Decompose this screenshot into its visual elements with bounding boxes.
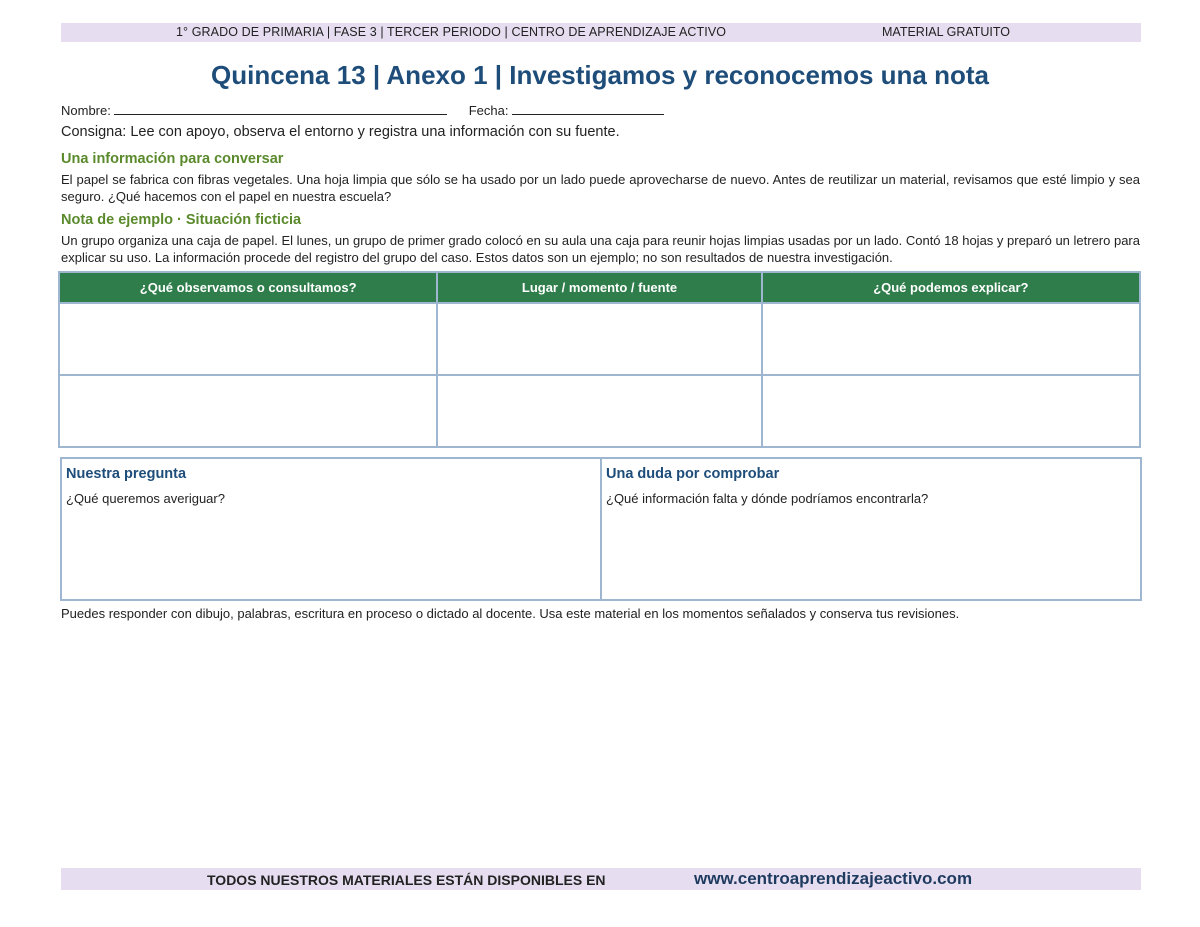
section-example-text: Un grupo organiza una caja de papel. El lunes, un grupo de primer grado colocó en su aula una caja para reunir hojas limpias usadas por un lado. Contó 18 hojas y preparó un letrero para explicar su uso. La información procede del registro del grupo del caso. Estos datos son un ejemplo; no son resultados de nuestra investigación.	[61, 233, 1140, 265]
doubt-prompt: ¿Qué información falta y dónde podríamos encontrarla?	[606, 491, 929, 506]
response-note: Puedes responder con dibujo, palabras, escritura en proceso o dictado al docente. Usa este material en los momentos señalados y conserva tus revisiones.	[61, 606, 960, 621]
table-row	[59, 375, 1140, 447]
date-field[interactable]	[512, 101, 664, 115]
page-title: Quincena 13 | Anexo 1 | Investigamos y reconocemos una nota	[211, 60, 989, 90]
our-question-box[interactable]	[62, 459, 600, 599]
footer-url-link[interactable]: www.centroaprendizajeactivo.com	[694, 869, 973, 888]
our-question-prompt: ¿Qué queremos averiguar?	[66, 491, 225, 506]
section-example-title: Nota de ejemplo · Situación ficticia	[61, 212, 302, 228]
instructions: Consigna: Lee con apoyo, observa el entorno y registra una información con su fuente.	[61, 124, 620, 140]
header-grade-info: 1° GRADO DE PRIMARIA | FASE 3 | TERCER PERIODO | CENTRO DE APRENDIZAJE ACTIVO	[176, 25, 727, 39]
header-free-material: MATERIAL GRATUITO	[882, 25, 1011, 39]
doubt-box[interactable]	[600, 459, 1140, 599]
table-cell[interactable]	[437, 375, 761, 447]
section-info-title: Una información para conversar	[61, 151, 284, 167]
table-cell[interactable]	[762, 303, 1140, 375]
question-boxes	[60, 457, 1142, 601]
table-cell[interactable]	[762, 375, 1140, 447]
doubt-title: Una duda por comprobar	[606, 466, 780, 482]
our-question-title: Nuestra pregunta	[66, 466, 187, 482]
table-cell[interactable]	[437, 303, 761, 375]
table-cell[interactable]	[59, 375, 437, 447]
name-label: Nombre:	[61, 103, 111, 118]
header-explain: ¿Qué podemos explicar?	[762, 272, 1140, 303]
header-place-source: Lugar / momento / fuente	[437, 272, 761, 303]
header-band	[61, 23, 1141, 42]
observation-table	[58, 271, 1141, 448]
name-field[interactable]	[114, 101, 447, 115]
footer-band	[61, 868, 1141, 890]
table-header-row	[59, 272, 1140, 303]
table-cell[interactable]	[59, 303, 437, 375]
footer-text: TODOS NUESTROS MATERIALES ESTÁN DISPONIBLES EN	[207, 872, 606, 888]
table-row	[59, 303, 1140, 375]
section-info-text: El papel se fabrica con fibras vegetales. Una hoja limpia que sólo se ha usado por un lado puede aprovecharse de nuevo. Antes de reutilizar un material, revisamos que esté limpio y sea seguro. ¿Qué hacemos con el papel en nuestra escuela?	[61, 172, 1140, 204]
name-date-row	[61, 101, 664, 118]
date-label: Fecha:	[468, 103, 509, 118]
header-observe: ¿Qué observamos o consultamos?	[59, 272, 437, 303]
